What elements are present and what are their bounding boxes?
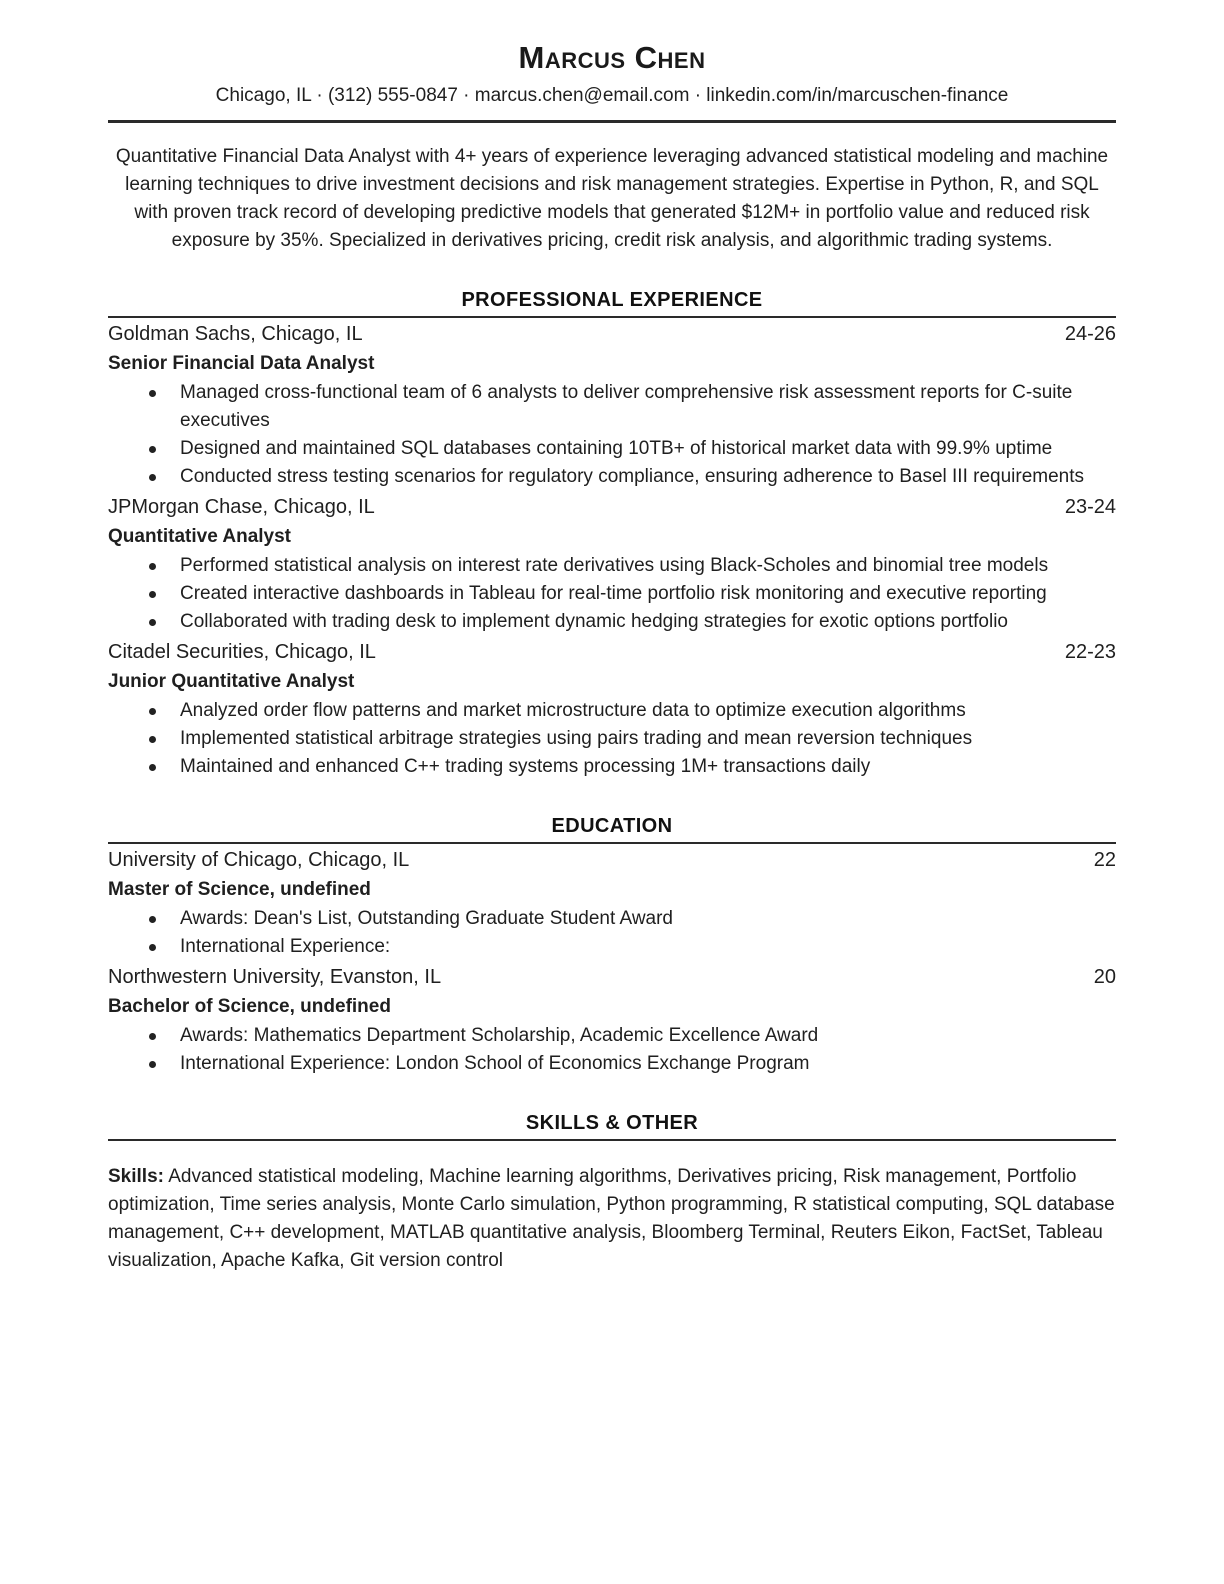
bullet-text: Awards: Mathematics Department Scholarship, Academic Excellence Award <box>180 1025 819 1046</box>
bullet-item <box>108 697 1116 725</box>
skills-label: Skills: <box>108 1166 164 1187</box>
section-title-education: EDUCATION <box>551 815 673 837</box>
section-skills <box>108 1112 1116 1275</box>
section-title-experience: PROFESSIONAL EXPERIENCE <box>461 289 763 311</box>
skills-text: Advanced statistical modeling, Machine learning algorithms, Derivatives pricing, Risk management, Portfolio optimization, Time series analysis, Monte Carlo simulation, Python programming, R statistical computing, SQL database management, C++ development, MATLAB quantitative analysis, Bloomberg Terminal, Reuters Eikon, FactSet, Tableau visualization, Apache Kafka, Git version control <box>108 1166 1115 1271</box>
degree-title: Master of Science, undefined <box>108 879 371 900</box>
section-divider <box>108 316 1116 318</box>
bullet-text: Collaborated with trading desk to implement dynamic hedging strategies for exotic options portfolio <box>180 611 1009 632</box>
bullet-icon <box>149 474 156 481</box>
degree-title: Bachelor of Science, undefined <box>108 996 391 1017</box>
entry-header <box>108 323 1116 346</box>
job-title: Junior Quantitative Analyst <box>108 671 355 692</box>
bullet-item <box>108 435 1116 463</box>
bullet-list <box>108 905 1116 961</box>
summary-paragraph: Quantitative Financial Data Analyst with 4+ years of experience leveraging advanced statistical modeling and machine learning techniques to drive investment decisions and risk management strategies. Expertise in Python, R, and SQL with proven track record of developing predictive models that generated $12M+ in portfolio value and reduced risk exposure by 35%. Specialized in derivatives pricing, credit risk analysis, and algorithmic trading systems. <box>115 146 1109 251</box>
bullet-text: Performed statistical analysis on interest rate derivatives using Black-Scholes and binomial tree models <box>180 555 1049 576</box>
bullet-list <box>108 552 1116 636</box>
bullet-icon <box>149 390 156 397</box>
bullet-icon <box>149 1061 156 1068</box>
experience-entry <box>108 496 1116 636</box>
section-divider <box>108 1139 1116 1141</box>
bullet-item <box>108 753 1116 781</box>
bullet-text: Created interactive dashboards in Tableau for real-time portfolio risk monitoring and executive reporting <box>180 583 1047 604</box>
school-name: Northwestern University, Evanston, IL <box>108 966 442 988</box>
resume-header <box>108 40 1116 107</box>
entry-dates: 24-26 <box>1064 323 1116 345</box>
bullet-icon <box>149 944 156 951</box>
header-divider <box>108 120 1116 123</box>
entry-header <box>108 641 1116 664</box>
bullet-item <box>108 379 1116 435</box>
job-title: Quantitative Analyst <box>108 526 292 547</box>
bullet-icon <box>149 619 156 626</box>
bullet-icon <box>149 591 156 598</box>
section-education <box>108 815 1116 1078</box>
candidate-name: Marcus Chen <box>518 40 706 75</box>
bullet-icon <box>149 764 156 771</box>
bullet-text: Awards: Dean's List, Outstanding Graduate Student Award <box>180 908 673 929</box>
entry-dates: 22-23 <box>1064 641 1116 663</box>
bullet-text: Conducted stress testing scenarios for regulatory compliance, ensuring adherence to Basel III requirements <box>180 466 1085 487</box>
company-name: Goldman Sachs, Chicago, IL <box>108 323 363 345</box>
bullet-icon <box>149 736 156 743</box>
entry-dates: 20 <box>1093 966 1116 988</box>
bullet-text: Maintained and enhanced C++ trading systems processing 1M+ transactions daily <box>180 756 871 777</box>
bullet-item <box>108 905 1116 933</box>
bullet-item <box>108 933 1116 961</box>
company-name: JPMorgan Chase, Chicago, IL <box>108 496 375 518</box>
education-entry <box>108 849 1116 961</box>
entry-header <box>108 496 1116 519</box>
section-divider <box>108 842 1116 844</box>
experience-entry <box>108 641 1116 781</box>
entry-header <box>108 966 1116 989</box>
bullet-list <box>108 697 1116 781</box>
section-experience <box>108 289 1116 781</box>
bullet-list <box>108 379 1116 491</box>
bullet-item <box>108 1050 1116 1078</box>
bullet-text: Managed cross-functional team of 6 analysts to deliver comprehensive risk assessment reports for C-suite executives <box>180 382 1073 431</box>
bullet-item <box>108 463 1116 491</box>
bullet-list <box>108 1022 1116 1078</box>
bullet-item <box>108 1022 1116 1050</box>
entry-header <box>108 849 1116 872</box>
education-entry <box>108 966 1116 1078</box>
bullet-icon <box>149 563 156 570</box>
bullet-text: International Experience: London School of Economics Exchange Program <box>180 1053 810 1074</box>
bullet-item <box>108 552 1116 580</box>
bullet-text: Designed and maintained SQL databases containing 10TB+ of historical market data with 99.9% uptime <box>180 438 1053 459</box>
bullet-item <box>108 725 1116 753</box>
school-name: University of Chicago, Chicago, IL <box>108 849 410 871</box>
section-title-skills: SKILLS & OTHER <box>525 1112 699 1134</box>
bullet-item <box>108 608 1116 636</box>
bullet-text: International Experience: <box>180 936 391 957</box>
job-title: Senior Financial Data Analyst <box>108 353 375 374</box>
entry-dates: 22 <box>1093 849 1116 871</box>
bullet-item <box>108 580 1116 608</box>
company-name: Citadel Securities, Chicago, IL <box>108 641 376 663</box>
contact-line: Chicago, IL · (312) 555-0847 · marcus.chen@email.com · linkedin.com/in/marcuschen-finance <box>215 85 1009 106</box>
bullet-text: Implemented statistical arbitrage strategies using pairs trading and mean reversion techniques <box>180 728 973 749</box>
skills-paragraph <box>108 1163 1116 1275</box>
bullet-icon <box>149 916 156 923</box>
experience-entry <box>108 323 1116 491</box>
bullet-icon <box>149 1033 156 1040</box>
bullet-icon <box>149 708 156 715</box>
bullet-icon <box>149 446 156 453</box>
bullet-text: Analyzed order flow patterns and market microstructure data to optimize execution algorithms <box>180 700 966 721</box>
entry-dates: 23-24 <box>1064 496 1116 518</box>
